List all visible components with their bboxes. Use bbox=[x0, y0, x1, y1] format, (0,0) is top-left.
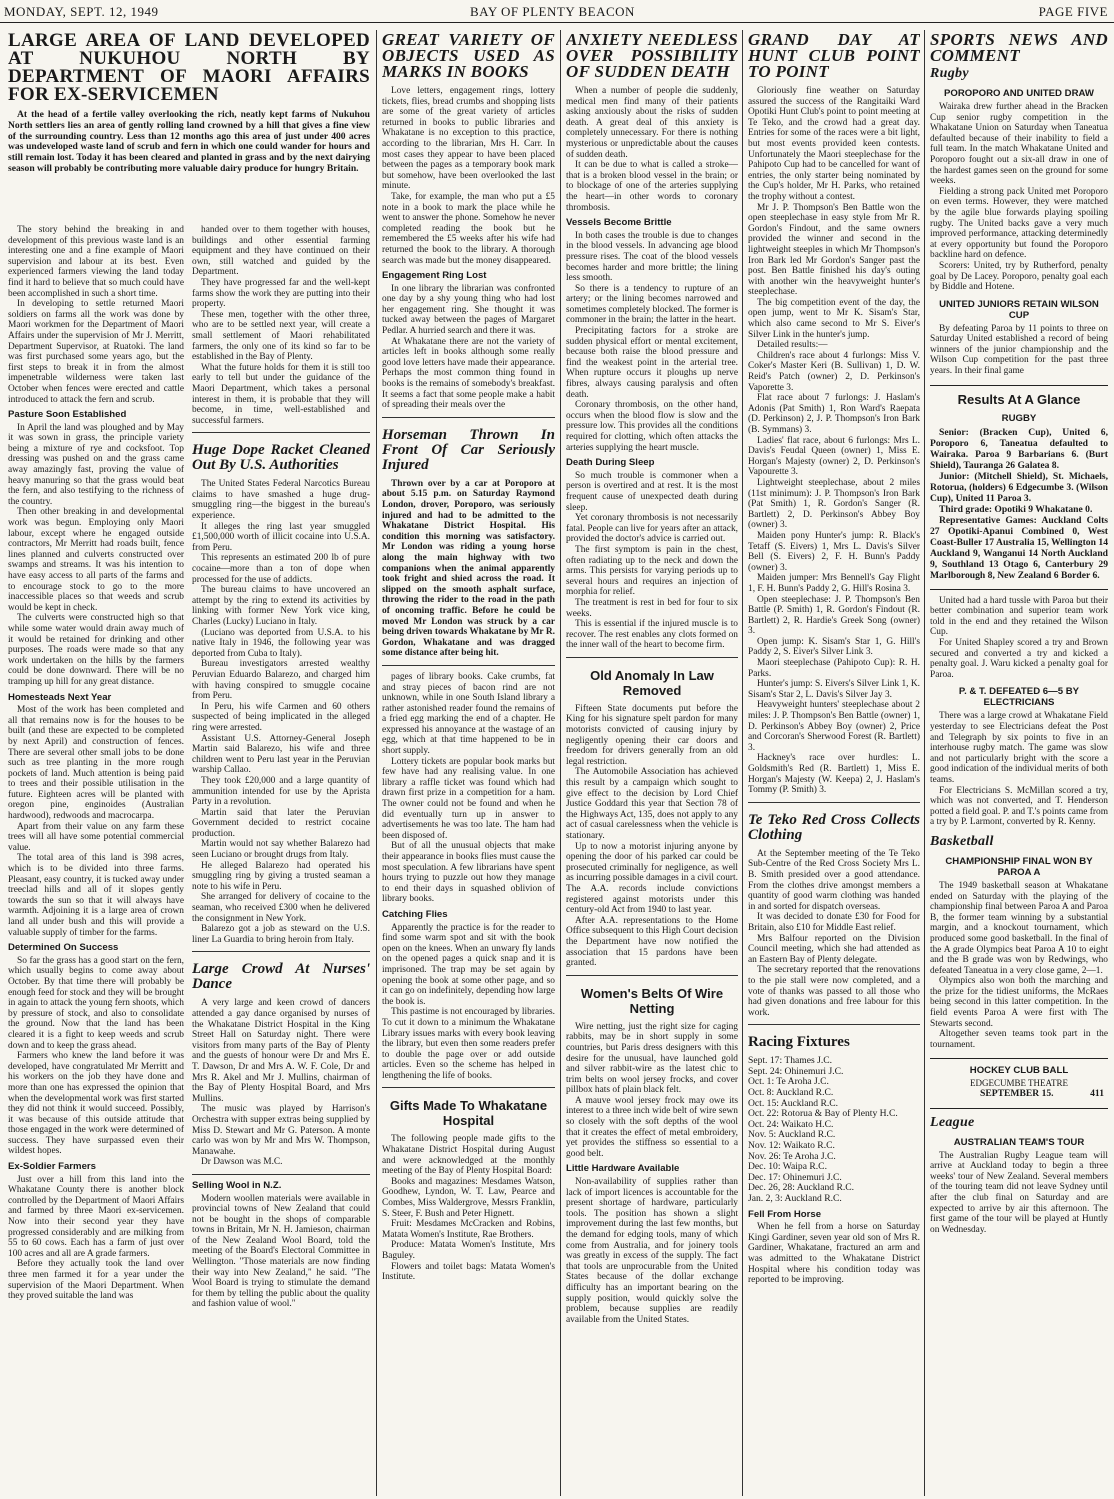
divider bbox=[566, 657, 738, 658]
column-4 bbox=[566, 32, 738, 1494]
article-paragraph: Scorers: United, try by Rutherford, penalty goal by De Lacey. Poroporo, penalty goal each by Biddle and Hotene. bbox=[930, 260, 1108, 293]
article-paragraph: Open steeplechase: J. P. Thompson's Ben Battle (P. Smith) 1, R. Gordon's Findout (R. Bartlett) 2, R. Hardie's Greek Song (owner) 3. bbox=[748, 594, 920, 637]
article-paragraph: For United Shapley scored a try and Brown secured and converted a try and kicked a penalty goal. J. Waru kicked a penalty goal for Paroa. bbox=[930, 638, 1108, 680]
section-headline: League bbox=[930, 1114, 975, 1130]
article-paragraph: What the future holds for them it is still too early to tell but under the guidance of the Maori Department, which takes a personal interest in them, it is probable that they will become, in time, well-established and successful farmers. bbox=[192, 362, 370, 426]
list-item: Dec. 26, 28: Auckland R.C. bbox=[748, 1182, 855, 1194]
article-paragraph: Bureau investigators arrested wealthy Peruvian Eduardo Balarezo, and charged him with having conspired to smuggle cocaine from Peru. bbox=[192, 659, 370, 702]
article-paragraph: After A.A. representations to the Home Office subsequent to this High Court decision the Department have now notified the association that 15 pardons have been granted. bbox=[566, 915, 738, 969]
subheading: AUSTRALIAN TEAM'S TOUR bbox=[953, 1136, 1085, 1148]
article-paragraph: The music was played by Harrison's Orchestra with supper extras being supplied by Miss D. Stewart and Mr G. Paterson. A monte carlo was won by Mr and Mrs W. Thompson, Manawahe. bbox=[192, 1104, 370, 1157]
column-rule bbox=[924, 30, 925, 1496]
article-paragraph: When he fell from a horse on Saturday Kingi Gardiner, seven year old son of Mrs R. Gardiner, Whakatane, fractured an arm and was admitted to the Whakatane District Hospital where his condition today was reported to be improving. bbox=[748, 1222, 920, 1286]
ad-date-text: SEPTEMBER 15. bbox=[980, 1088, 1054, 1100]
article-paragraph: She arranged for delivery of cocaine to the seaman, who received £300 when he delivered the consignment in New York. bbox=[192, 892, 370, 924]
article-paragraph: Precipitating factors for a stroke are sudden physical effort or mental excitement, because both raise the blood pressure and find the weakest point in the arterial tree. When rupture occurs it ploughs up nerve fibres, always causing paralysis and often death. bbox=[566, 326, 738, 400]
article-paragraph: Martin said that later the Peruvian Government decided to restrict cocaine production. bbox=[192, 807, 370, 839]
article-paragraph: Altogether seven teams took part in the tournament. bbox=[930, 1029, 1108, 1050]
list-item: Oct. 15: Auckland R.C. bbox=[748, 1097, 839, 1109]
article-paragraph: Lightweight steeplechase, about 2 miles (11st minimum): J. P. Thompson's Iron Bark (Pat Smith) 1, R. Gordon's Sanger (R. Bartlett) 2, D. Perkinson's Abbey Boy (owner) 3. bbox=[748, 477, 920, 531]
article-paragraph: Wairaka drew further ahead in the Bracken Cup senior rugby competition in the Whakatane Union on Saturday when Taneatua defaulted because of their inability to field a full team. In the match Whakatane United and Poroporo fought out a six-all draw in one of the hardest games seen on the ground for some weeks. bbox=[930, 102, 1108, 187]
article-paragraph: Hunter's jump: S. Eivers's Silver Link 1, K. Sisam's Star 2, L. Davis's Silver Jay 3. bbox=[748, 679, 920, 700]
advertisement-venue: EDGECUMBE THEATRE bbox=[969, 1078, 1069, 1089]
article-paragraph: There was a large crowd at Whakatane Field yesterday to see Electricians defeat the Post and Telegraph by six points to five in an interhouse rugby match. The game was slow and not particularly bright with the score a good indication of the individual merits of both teams. bbox=[930, 711, 1108, 785]
ad-reference: 411 bbox=[1090, 1088, 1104, 1100]
subheading: CHAMPIONSHIP FINAL WON BY PAROA A bbox=[945, 855, 1093, 878]
article-paragraph: Modern woollen materials were available in provincial towns of New Zealand that could not be bought in the shops of comparable towns in Britain, Mr N. H. Jamieson, chairman of the New Zealand Wool Board, told the meeting of the Board's Electoral Committee in Wellington. "Those materials are now finding their way into New Zealand," he said. "The Wool Board is trying to stimulate the demand for them by telling the public about the quality and fashion value of wool." bbox=[192, 1193, 370, 1310]
article-paragraph: For Electricians S. McMillan scored a try, which was not converted, and T. Henderson potted a field goal. P. and T.'s points came from a try by P. Larmont, converted by R. Kenny. bbox=[930, 785, 1108, 828]
article-paragraph: When a number of people die suddenly, medical men find many of their patients asking anxiously about the risks of sudden death. A great deal of this anxiety is completely unnecessary. For there is nothing mysterious or unpredictable about the causes of sudden death. bbox=[566, 86, 738, 160]
article-paragraph: So far the grass has a good start on the fern, which usually begins to come away about October. By that time there will probably be enough feed for stock and they will be brought in again to attack the young fern shoots, which by pressure of stock, and also to consolidate the ground. Now that the land has been cleared it is a fight to keep weeds and scrub down and to keep the grass ahead. bbox=[8, 955, 184, 1051]
article-paragraph: In developing to settle returned Maori soldiers on farms all the work was done by Maori workmen for the Department of Maori Affairs under the supervision of Mr J. Merritt, Department Supervisor, at Ruatoki. The land was first purchased some years ago, but the first steps to break it in from the almost impenetrable wilderness were taken last October when fences were erected and cattle introduced to attack the fern and scrub. bbox=[8, 299, 184, 405]
article-paragraph: At the September meeting of the Te Teko Sub-Centre of the Red Cross Society Mrs L. B. Smith presided over a good attendance. From the clothes drive amongst members a quantity of good warm clothing was handed in and sorted for dispatch overseas. bbox=[748, 848, 920, 912]
article-paragraph: Olympics also won both the marching and the prize for the tidiest uniforms, the McRaes being second in this latter competition. In the field events Paroa A were first with The Stewarts second. bbox=[930, 976, 1108, 1029]
article-headline: ANXIETY NEEDLESS OVER POSSIBILITY OF SUDDEN DEATH bbox=[566, 32, 738, 81]
lead-headline: LARGE AREA OF LAND DEVELOPED AT NUKUHOU NORTH BY DEPARTMENT OF MAORI AFFAIRS FOR EX-SERVICEMEN bbox=[8, 32, 370, 105]
article-paragraph: The culverts were constructed high so that while some water would drain away much of it would be retained for drinking and other purposes. The roads were made so that any work undertaken on the hills by the farmers could be done downward. There will be no tramping up hill for any great distance. bbox=[8, 613, 184, 687]
article-paragraph: Then other breaking in and developmental work was begun. Employing only Maori labour, except where he engaged outside contractors, Mr Merritt had roads built, fence lines planned and culverts constructed over swamps and streams. It was his intention to have easy access to all parts of the farms and to encourage stock to go to the more inaccessible places so that weeds and scrub would be kept in check. bbox=[8, 507, 184, 613]
article-paragraph: Maori steeplechase (Pahipoto Cup): R. H. Parks. bbox=[748, 658, 920, 679]
article-paragraph: But of all the unusual objects that make their appearance in books flies must cause the most speculation. A few librarians have spent hours trying to puzzle out how they manage to end their days in squashed oblivion of library books. bbox=[382, 841, 555, 905]
article-paragraph: Martin would not say whether Balarezo had seen Luciano or brought drugs from Italy. bbox=[192, 839, 370, 861]
result-entry: Senior: (Bracken Cup), United 6, Poroporo 6, Taneatua defaulted to Wairaka. Paroa 9 Barbarians 6. (Burt Shield), Tauranga 26 Galatea 8. bbox=[930, 426, 1108, 471]
article-paragraph: They took £20,000 and a large quantity of ammunition intended for use by the Aprista Party in a revolution. bbox=[192, 775, 370, 808]
article-paragraph: Flat race about 7 furlongs: J. Haslam's Adonis (Pat Smith) 1, Ron Ward's Raepata (D. Perkinson) 2, J. P. Thompson's Iron Bark (B. Symmans) 3. bbox=[748, 393, 920, 435]
divider bbox=[382, 665, 555, 666]
masthead bbox=[0, 0, 1114, 23]
article-paragraph: Fielding a strong pack United met Poroporo on even terms. However, they were matched by the agile blue forwards playing spoiling rugby. The United backs gave a very much improved performance, attacking determinedly at every opportunity but found the Poroporo backline hard on defence. bbox=[930, 186, 1108, 261]
divider bbox=[382, 417, 555, 418]
article-paragraph: Balarezo got a job as steward on the U.S. liner La Guardia to bring heroin from Italy. bbox=[192, 924, 370, 945]
subheading: Vessels Become Brittle bbox=[566, 217, 672, 229]
article-paragraph: So much trouble is commoner when a person is overtired and at rest. It is the most frequent cause of unexpected death during sleep. bbox=[566, 470, 738, 513]
article-paragraph: It was decided to donate £30 for Food for Britain, also £10 for Middle East relief. bbox=[748, 912, 920, 933]
article-paragraph: Most of the work has been completed and all that remains now is for the houses to be built (and these are expected to be completed by next April) and construction of fences. There are several other small jobs to be done such as tree planting in the more rough pockets of land. Much attention is being paid to trees and their possible utilisation in the future. Eighteen acres will be planted with oregon pine, enginoides (Australian hardwood), redwoods and macrocarpa. bbox=[8, 705, 184, 822]
article-paragraph: The Australian Rugby League team will arrive at Auckland today to begin a three weeks' tour of New Zealand. Several members of the touring team did not leave Sydney until after the club final on Saturday and are expected to arrive by air this afternoon. The first game of the tour will be played at Huntly on Wednesday. bbox=[930, 1150, 1108, 1235]
divider bbox=[748, 1024, 920, 1025]
advertisement-title: HOCKEY CLUB BALL bbox=[969, 1065, 1069, 1077]
article-paragraph: United had a hard tussle with Paroa but their better combination and superior team work told in the end and they retained the Wilson Cup. bbox=[930, 595, 1108, 638]
results-headline: Results At A Glance bbox=[957, 391, 1081, 407]
divider bbox=[930, 1058, 1108, 1059]
subheading: Fell From Horse bbox=[748, 1208, 822, 1220]
article-headline: Women's Belts Of Wire Netting bbox=[580, 985, 724, 1016]
paper-name: BAY OF PLENTY BEACON bbox=[470, 4, 635, 19]
article-paragraph: By defeating Paroa by 11 points to three on Saturday United established a record of being winners of the junior championship and the Wilson Cup competition for the past three years. In their final game bbox=[930, 323, 1108, 377]
article-paragraph: Before they actually took the land over three men farmed it for a year under the supervision of the Maori Department. When they proved suitable the land was bbox=[8, 1259, 184, 1302]
divider bbox=[192, 1174, 370, 1175]
article-paragraph: pages of library books. Cake crumbs, fat and stray pieces of bacon rind are not unknown, while in one South Island library a rather astonished reader found the remains of a fried egg marking the end of a chapter. He expressed his annoyance at the wastage of an egg, which at that time happened to be in short supply. bbox=[382, 671, 555, 757]
column-3 bbox=[382, 32, 555, 1494]
article-headline: GRAND DAY AT HUNT CLUB POINT TO POINT bbox=[748, 32, 920, 81]
article-paragraph: This is essential if the injured muscle is to recover. The rest enables any clots formed on the inner wall of the heart to become firm. bbox=[566, 619, 738, 651]
article-paragraph: Just over a hill from this land into the Whakatane County there is another block controlled by the Department of Maori Affairs and farmed by three Maori ex-servicemen. Now into their second year they have progressed considerably and are milking from 55 to 60 cows. Each has a farm of just over 100 acres and all are A grade farmers. bbox=[8, 1174, 184, 1259]
article-paragraph: The first symptom is pain in the chest, often radiating up to the neck and down the arms. This persists for varying periods up to several hours and requires an injection of morphia for relief. bbox=[566, 544, 738, 598]
article-paragraph: These men, together with the other three, who are to be settled next year, will create a small settlement of Maori rehabilitated farmers, the only one of its kind so far to be established in the Bay of Plenty. bbox=[192, 309, 370, 363]
list-item: Oct. 22: Rotorua & Bay of Plenty H.C. bbox=[748, 1108, 898, 1120]
article-paragraph: In one library the librarian was confronted one day by a shy young thing who had lost her engagement ring. She thought it was tucked away between the pages of Margaret Pedlar. A hurried search and there it was. bbox=[382, 283, 555, 337]
article-paragraph: Assistant U.S. Attorney-General Joseph Martin said Balarezo, his wife and three children went to Peru last year in the Peruvian warship Callao. bbox=[192, 733, 370, 776]
subheading: P. & T. DEFEATED 6—5 BY ELECTRICIANS bbox=[958, 686, 1080, 709]
article-paragraph: Apart from their value on any farm these trees will all have some potential commercial value. bbox=[8, 821, 184, 853]
list-item: Nov. 26: Te Aroha J.C. bbox=[748, 1150, 836, 1162]
article-paragraph: Dr Dawson was M.C. bbox=[201, 1157, 283, 1168]
article-paragraph: Fifteen State documents put before the King for his signature spelt pardon for many motorists convicted of causing injury by negligently opening their car doors and freedom for drivers generally from an old legal restriction. bbox=[566, 703, 738, 767]
article-paragraph: A mauve wool jersey frock may owe its interest to a three inch wide belt of wire sewn so closely with the soft depths of the wool that it creates the effect of metal embroidery, yet provides the stiffness so essential to a good belt. bbox=[566, 1095, 738, 1159]
list-item: Nov. 5: Auckland R.C. bbox=[748, 1129, 836, 1141]
article-paragraph: Heavyweight hunters' steeplechase about 2 miles: J. P. Thompson's Ben Battle (owner) 1, D. Perkinson's Abbey Boy (owner) 2, Price and Corcoran's Sherwood Forest (R. Bartlett) 3. bbox=[748, 700, 920, 753]
divider bbox=[382, 1087, 555, 1088]
article-paragraph: The following people made gifts to the Whakatane District Hospital during August and were acknowledged at the monthly meeting of the Bay of Plenty Hospital Board: bbox=[382, 1134, 555, 1177]
list-item: Oct. 1: Te Aroha J.C. bbox=[748, 1076, 829, 1088]
subheading: POROPORO AND UNITED DRAW bbox=[944, 88, 1094, 99]
article-paragraph: Yet coronary thrombosis is not necessarily fatal. People can live for years after an attack, provided the doctor's advice is carried out. bbox=[566, 513, 738, 545]
page-number: PAGE FIVE bbox=[1038, 4, 1108, 19]
article-paragraph: At Whakatane there are not the variety of articles left in books although some really good love letters have made their appearance. Perhaps the most common thing found in books is the remains of somebody's breakfast. It seems a fact that some people make a habit of spreading their meals over the bbox=[382, 336, 555, 411]
article-paragraph: In both cases the trouble is due to changes in the blood vessels. In advancing age blood pressure rises. The coat of the blood vessels becomes harder and more brittle; the lining less smooth. bbox=[566, 230, 738, 284]
article-paragraph: Mr J. P. Thompson's Ben Battle won the open steeplechase in easy style from Mr R. Gordon's Findout, and the same owners provided the winner and second in the lightweight steeples in which Mr Thompson's Iron Bark led Mr Gordon's Sanger past the post. Ben Battle finished his day's outing with another win the heavyweight hunter's steeplechase. bbox=[748, 202, 920, 298]
result-entry: Junior: (Mitchell Shield), St. Michaels, Rotorua, (holders) 6 Edgecumbe 3. (Wilson Cup), United 11 Paroa 3. bbox=[930, 470, 1108, 504]
list-item: Oct. 24: Waikato H.C. bbox=[748, 1118, 834, 1130]
subheading: Little Hardware Available bbox=[566, 1163, 680, 1175]
divider bbox=[566, 975, 738, 976]
article-headline: Te Teko Red Cross Collects Clothing bbox=[748, 811, 920, 843]
article-paragraph: Maiden pony Hunter's jump: R. Black's Tetaff (S. Eivers) 1, Mrs L. Davis's Silver Bell (S. Eivers) 2, F. H. Bunn's Paddy (owner) 3. bbox=[748, 530, 920, 573]
article-paragraph: Hackney's race over hurdles: L. Goldsmith's Red (R. Bartlett) 1, Miss E. Horgan's Majesty (W. Keepa) 2, J. Haslam's Tommy (P. Smith) 3. bbox=[748, 753, 920, 796]
column-rule bbox=[742, 30, 743, 1496]
article-paragraph: The story behind the breaking in and development of this previous waste land is an interesting one and a fine example of Maori supervision and labour at its best. Even experienced farmers viewing the land today find it hard to believe that so much could have been accomplished in such a short time. bbox=[8, 225, 184, 299]
list-item: Jan. 2, 3: Auckland R.C. bbox=[748, 1193, 842, 1204]
subheading: Homesteads Next Year bbox=[8, 691, 112, 703]
article-paragraph: handed over to them together with houses, buildings and other essential farming equipment and they have continued on their own, still watched and guided by the Department. bbox=[192, 225, 370, 278]
article-headline: Horseman Thrown In Front Of Car Seriously Injured bbox=[382, 426, 555, 473]
article-paragraph: Books and magazines: Mesdames Watson, Goodhew, Lyndon, W. T. Law, Pearce and Combes, Miss Waldergrove, Messrs Franklin, S. Steer, F. Bush and Peter Hignett. bbox=[382, 1176, 555, 1219]
article-paragraph: Detailed results:— bbox=[757, 340, 828, 351]
list-item: Sept. 17: Thames J.C. bbox=[748, 1055, 833, 1067]
article-paragraph: Open jump: K. Sisam's Star 1, G. Hill's Paddy 2, S. Eiver's Silver Link 3. bbox=[748, 636, 920, 658]
article-paragraph: A very large and keen crowd of dancers attended a gay dance organised by nurses of the Whakatane District Hospital in the King Street Hall on Saturday night. There were visitors from many parts of the Bay of Plenty and the guests of honour were Dr and Mrs E. T. Dawson, Dr and Mrs A. W. F. Cole, Dr and Mrs R. Akel and Mr J. Mullins, chairman of the Bay of Plenty Hospital Board, and Mrs Mullins. bbox=[192, 998, 370, 1104]
list-item: Nov. 12: Waikato R.C. bbox=[748, 1140, 835, 1152]
column-rule bbox=[376, 30, 377, 1496]
article-paragraph: In April the land was ploughed and by May it was sown in grass, the principle variety being a mixture of rye and cocksfoot. Top dressing was pushed on and the grass came away amazingly fast, proving the value of heavy manuring so that the grass would beat the fern, and also testifying to the richness of the country. bbox=[8, 422, 184, 507]
article-paragraph: The total area of this land is 398 acres, which is to be divided into three farms. Pleasant, easy country, it is tucked away under treeclad hills and all of it slopes gently towards the sun so that it will always have warmth. Adjoining it is a large area of crown land all under bush and this will provide a valuable supply of timber for the farms. bbox=[8, 853, 184, 938]
result-entry: Representative Games: Auckland Colts 27 Opotiki-Apanui Combined 0, West Coast-Buller 17 Australia 15, Wellington 14 Auckland 9, Wanganui 14 North Auckland 9, Southland 13 Otago 6, Canterbury 29 Marlborough 8, New Zealand 6 Border 6. bbox=[930, 514, 1108, 581]
subheading: Catching Flies bbox=[382, 908, 448, 920]
article-paragraph: The bureau claims to have uncovered an attempt by the ring to extend its activities by linking with former New York vice king, Charles (Lucky) Luciano in Italy. bbox=[192, 585, 370, 627]
article-paragraph: The 1949 basketball season at Whakatane ended on Saturday with the playing of the championship final between Paroa A and Paroa B, the former team winning by a substantial margin, and a knockout tournament, which produced some good basketball. In the final of the A grade Olympics beat Paroa A 10 to eight and the B grade was won by Redwings, who defeated Taneatua in a very close game, 2—1. bbox=[930, 880, 1108, 976]
article-paragraph: Up to now a motorist injuring anyone by opening the door of his parked car could be prosecuted criminally for negligence, as well as incurring possible damages in a civil court. The A.A. records include convictions registered against motorists under this century-old Act from 1940 to last year. bbox=[566, 841, 738, 916]
subheading: Death During Sleep bbox=[566, 457, 655, 469]
column-rule bbox=[560, 30, 561, 1496]
article-paragraph: Non-availability of supplies rather than lack of import licences is accountable for the present shortage of hardware, particularly tools. The position has shown a slight improvement during the last few months, but the demand for edging tools, many of which come from Australia, and for joinery tools was greatly in excess of the supply. The fact that tools are unprocurable from the United States because of the dollar exchange difficulty has an important bearing on the supply position, would quickly solve the problem, because supplies are readily available from the United States. bbox=[566, 1177, 738, 1325]
article-paragraph: Produce: Matata Women's Institute, Mrs Baguley. bbox=[382, 1240, 555, 1261]
list-item: Sept. 24: Ohinemuri J.C. bbox=[748, 1065, 844, 1077]
divider bbox=[930, 1108, 1108, 1109]
article-paragraph: The Automobile Association has achieved this result by a campaign which sought to give effect to the decision by Lord Chief Justice Goddard this year that Section 78 of the Highways Act, 135, does not apply to any act of casual carelessness when the vehicle is stationary. bbox=[566, 767, 738, 841]
subheading: Pasture Soon Established bbox=[8, 409, 127, 421]
column-2 bbox=[192, 225, 370, 1495]
fixtures-list bbox=[748, 1056, 920, 1204]
article-paragraph: Maiden jumper: Mrs Bennell's Gay Flight 1, F. H. Bunn's Paddy 2, G. Hill's Rosina 3. bbox=[748, 573, 920, 594]
subheading: Engagement Ring Lost bbox=[382, 270, 487, 282]
subheading: Selling Wool in N.Z. bbox=[192, 1179, 282, 1191]
article-headline: Huge Dope Racket Cleaned Out By U.S. Authorities bbox=[192, 442, 370, 474]
article-paragraph: Take, for example, the man who put a £5 note in a book to mark the place while he went to answer the phone. Somehow he never completed reading the book but he remembered the £5 weeks after his wife had returned the book to the library. A thorough search was made but the money disappeared. bbox=[382, 191, 555, 266]
subheading: Ex-Soldier Farmers bbox=[8, 1161, 96, 1173]
subheading: Determined On Success bbox=[8, 942, 119, 954]
article-paragraph: This pastime is not encouraged by libraries. To cut it down to a minimum the Whakatane Library issues marks with every book leaving the library, but even then some readers prefer to double the page over or add outside articles. Even so the scheme has helped in lengthening the life of books. bbox=[382, 1007, 555, 1081]
article-paragraph: Wire netting, just the right size for caging rabbits, may be in short supply in some countries, but Paris dress designers with this desire for the unusual, have launched gold and silver rabbit-wire as the latest chic to trim belts on wool jersey frocks, and cover pillbox hats of plain black felt. bbox=[566, 1021, 738, 1096]
article-paragraph: Fruit: Mesdames McCracken and Robins, Matata Women's Institute, Rae Brothers. bbox=[382, 1219, 555, 1240]
article-paragraph: It can be due to what is called a stroke—that is a broken blood vessel in the brain; or to blockage of one of the arteries supplying the heart—in other words to coronary thrombosis. bbox=[566, 160, 738, 213]
divider bbox=[930, 385, 1108, 386]
article-intro: Thrown over by a car at Poroporo at about 5.15 p.m. on Saturday Raymond London, drover, Poroporo, was seriously injured and had to be admitted to the Whakatane District Hospital. His condition this morning was satisfactory. Mr London was riding a young horse along the main highway with two companions when the animal apparently took fright and shied across the road. It slipped on the smooth asphalt surface, throwing the rider to the road in the path of oncoming traffic. Before he could be moved Mr London was struck by a car being driven towards Whakatane by Mr R. Gordon, Whakatane and was dragged some distance after being hit. bbox=[382, 478, 555, 659]
lead-intro: At the head of a fertile valley overlooking the rich, neatly kept farms of Nukuhou North settlers lies an area of gently rolling land crowned by a hill that gives a fine view of the surrounding country. Less than 12 months ago this area of just under 400 acres was undeveloped waste land of scrub and fern in which one could wander for hours and still remain lost. Today it has been cleared and planted in grass and by the next dairying season will probably be contributing more valuable dairy produce for hungry Britain. bbox=[8, 109, 370, 174]
article-paragraph: The secretary reported that the renovations to the pie stall were now completed, and a vote of thanks was passed to all those who had given donations and free labour for this work. bbox=[748, 965, 920, 1018]
article-paragraph: In Peru, his wife Carmen and 60 others suspected of being implicated in the alleged ring were arrested. bbox=[192, 701, 370, 733]
article-headline: Racing Fixtures bbox=[748, 1034, 850, 1051]
article-paragraph: It alleges the ring last year smuggled £1,500,000 worth of illicit cocaine into U.S.A. from Peru. bbox=[192, 521, 370, 553]
article-paragraph: Children's race about 4 furlongs: Miss V. Coker's Master Keri (B. Sullivan) 1, D. W. Reid's Patch (owner) 2, D. Perkinson's Vaporette 3. bbox=[748, 350, 920, 393]
article-headline: GREAT VARIETY OF OBJECTS USED AS MARKS IN BOOKS bbox=[382, 32, 555, 81]
article-paragraph: So there is a tendency to rupture of an artery; or the lining becomes narrowed and sometimes completely blocked. The former is commoner in the brain; the latter in the heart. bbox=[566, 283, 738, 326]
divider bbox=[192, 951, 370, 952]
divider bbox=[192, 432, 370, 433]
article-headline: Gifts Made To Whakatane Hospital bbox=[389, 1098, 548, 1129]
article-paragraph: (Luciano was deported from U.S.A. to his native Italy in 1946, the following year was deported from Cuba to Italy). bbox=[192, 627, 370, 659]
article-paragraph: Apparently the practice is for the reader to find some warm spot and sit with the book open on the knees. When an unwary fly lands on the opened pages a quick snap and it is imprisoned. The trap may be set again by opening the book at some other page, and so it can go on indefinitely, depending how large the book is. bbox=[382, 922, 555, 1007]
list-item: Oct. 8: Auckland R.C. bbox=[748, 1087, 834, 1099]
article-paragraph: The United States Federal Narcotics Bureau claims to have smashed a huge drug-smuggling ring—the biggest in the bureau's experience. bbox=[192, 479, 370, 522]
subheading: UNITED JUNIORS RETAIN WILSON CUP bbox=[939, 298, 1099, 321]
article-paragraph: They have progressed far and the well-kept farms show the work they are putting into their property. bbox=[192, 277, 370, 310]
subheading: RUGBY bbox=[1001, 412, 1037, 424]
article-headline: Old Anomaly In Law Removed bbox=[590, 667, 714, 698]
article-paragraph: Farmers who knew the land before it was developed, have congratulated Mr Merritt and his workers on the job they have done and more than one has expressed the opinion that when the developmental work was first started they did not think it would succeed. Possibly, it was because of this outside attitude that those engaged in the work were determined of success. They have surpassed even their wildest hopes. bbox=[8, 1051, 184, 1157]
article-paragraph: Love letters, engagement rings, lottery tickets, flies, bread crumbs and shopping lists are some of the great variety of articles returned in books to public libraries and Whakatane is no exception to this practice, according to the librarian, Mrs H. Carr. In most cases they appear to have been placed between the pages as a temporary book mark but somehow, have been overlooked the last minute. bbox=[382, 86, 555, 192]
article-paragraph: Flowers and toilet bags: Matata Women's Institute. bbox=[382, 1261, 555, 1283]
article-paragraph: Mrs Balfour reported on the Division Council meeting, which she had attended as an Eastern Bay of Plenty delegate. bbox=[748, 933, 920, 965]
list-item: Dec. 17: Ohinemuri J.C. bbox=[748, 1171, 842, 1183]
section-headline: Rugby bbox=[930, 66, 969, 81]
issue-date: MONDAY, SEPT. 12, 1949 bbox=[4, 4, 159, 19]
divider bbox=[748, 802, 920, 803]
divider bbox=[930, 589, 1108, 590]
article-paragraph: Lottery tickets are popular book marks but few have had any realising value. In one library a raffle ticket was found which had drawn first prize in a competition for a ham. The owner could not be found and when he did eventually turn up in answer to advertisements he was too late. The ham had been disposed of. bbox=[382, 756, 555, 841]
article-paragraph: This represents an estimated 200 lb of pure cocaine—more than a ton of dope when processed for the use of addicts. bbox=[192, 553, 370, 585]
article-paragraph: The treatment is rest in bed for four to six weeks. bbox=[566, 597, 738, 619]
section-headline: SPORTS NEWS AND COMMENT bbox=[930, 32, 1108, 65]
article-paragraph: He alleged Balarezo had operated his smuggling ring by giving a trusted seaman a note to his wife in Peru. bbox=[192, 860, 370, 892]
article-paragraph: Coronary thrombosis, on the other hand, occurs when the blood flow is slow and the pressure low. This provides all the conditions required for clotting, which often attacks the arteries supplying the heart muscle. bbox=[566, 400, 738, 453]
article-paragraph: Ladies' flat race, about 6 furlongs: Mrs L. Davis's Feudal Queen (owner) 1, Miss E. Horgan's Majesty (owner) 2, D. Perkinson's Vapourette 3. bbox=[748, 435, 920, 478]
column-5 bbox=[748, 32, 920, 1494]
advertisement-date bbox=[930, 1089, 1108, 1100]
section-headline: Basketball bbox=[930, 833, 994, 849]
article-paragraph: Gloriously fine weather on Saturday assured the success of the Rangitaiki Ward Opotiki Hunt Club's point to point meeting at Te Teko, and the crowd had a great day. Entries for some of the races were a bit light, but most events provided keen contests. Unfortunately the Maori steeplechase for the Pahipoto Cup had to be cancelled for want of entries, the only starter being nominated by the Cup's holder, Mr H. Parks, who retained the trophy without a contest. bbox=[748, 86, 920, 202]
article-paragraph: The big competition event of the day, the open jump, went to Mr K. Sisam's Star, which also came second to Mr S. Eiver's Silver Link in the hunter's jump. bbox=[748, 297, 920, 340]
column-6 bbox=[930, 32, 1108, 1494]
list-item: Dec. 10: Waipa R.C. bbox=[748, 1161, 827, 1173]
result-entry: Third grade: Opotiki 9 Whakatane 0. bbox=[939, 503, 1093, 515]
article-headline: Large Crowd At Nurses' Dance bbox=[192, 961, 370, 993]
column-1 bbox=[8, 225, 184, 1495]
lead-story-head bbox=[8, 32, 370, 232]
